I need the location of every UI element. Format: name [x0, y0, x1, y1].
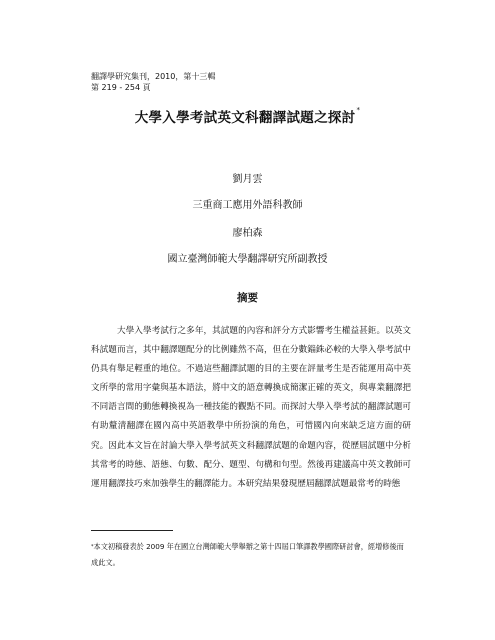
footnote-mark: * [91, 544, 94, 550]
title-footnote-mark: * [356, 106, 361, 114]
author-affiliation-1: 三重商工應用外語科教師 [192, 200, 303, 211]
abstract-paragraph: 大學入學考試行之多年，其試題的內容和評分方式影響考生權益甚鉅。以英文科試題而言，其中翻譯題配分的比例雖然不高，但在分數錙銖必較的大學入學考試中仍具有舉足輕重的地位。不過這些翻譯試題的目的主要在評量考生是否能運用高中英文所學的常用字彙與基本語法，將中文的語意轉換成簡潔正確的英文，與專業翻譯把不同語言間的動態轉換視為一種技能的觀點不同。而探討大學入學考試的翻譯試題可有助釐清翻譯在國內高中英語教學中所扮演的角色，可惜國內向來缺乏這方面的研究。因此本文旨在討論大學入學考試英文科翻譯試題的命題內容，從歷屆試題中分析其常考的時態、語態、句數、配分、題型、句構和句型。然後再建議高中英文教師可運用翻譯技巧來加強學生的翻譯能力。本研究結果發現歷屆翻譯試題最常考的時態 [91, 326, 411, 489]
journal-header [91, 71, 215, 93]
author-name-1: 劉月雲 [232, 174, 263, 185]
abstract-heading: 摘要 [237, 292, 258, 304]
journal-pages-line: 第 219 - 254 頁 [91, 83, 151, 92]
footnote-divider [91, 530, 173, 531]
footnote [91, 539, 411, 571]
journal-series-line: 翻譯學研究集刊，2010，第十三輯 [91, 72, 216, 81]
author-affiliation-2: 國立臺灣師範大學翻譯研究所副教授 [167, 254, 328, 265]
abstract-body [91, 322, 411, 494]
paper-title-text: 大學入學考試英文科翻譯試題之探討 [134, 110, 356, 126]
paper-title [0, 106, 495, 126]
author-name-2: 廖柏森 [232, 228, 263, 239]
footnote-text: 本文初稿發表於 2009 年在國立台灣師範大學舉辦之第十四屆口筆譯教學國際研討會，經增修後而成此文。 [91, 542, 404, 567]
